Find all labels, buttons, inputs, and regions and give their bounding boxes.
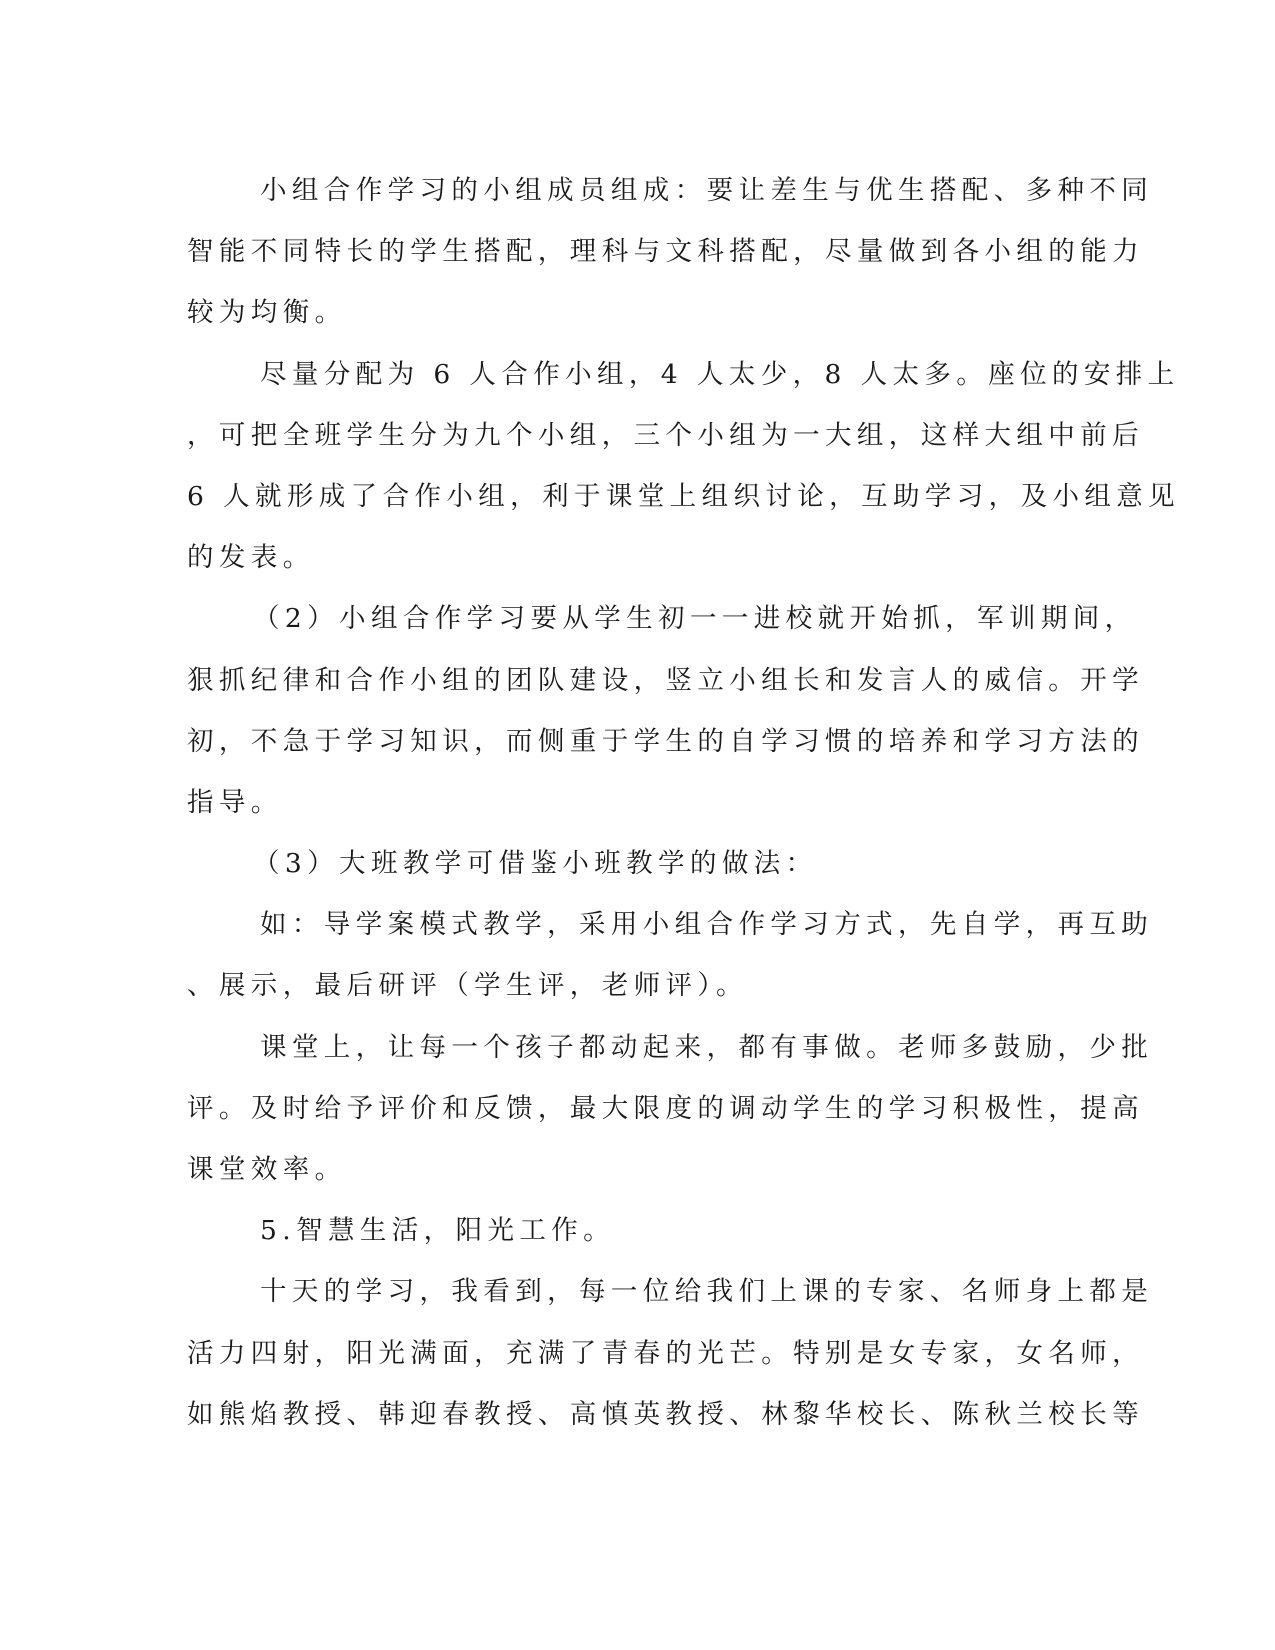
text-line: 尽量分配为 6 人合作小组，4 人太少，8 人太多。座位的安排上 [260,358,1180,390]
text-line: 较为均衡。 [187,297,347,329]
text-line: （2）小组合作学习要从学生初一一进校就开始抓，军训期间， [253,603,1137,635]
text-line: ，可把全班学生分为九个小组，三个小组为一大组，这样大组中前后 [187,419,1144,451]
document-body [187,160,1181,1445]
text-line: 、展示，最后研评（学生评，老师评）。 [187,970,748,1002]
text-line: 如：导学案模式教学，采用小组合作学习方式，先自学，再互助 [260,909,1154,941]
text-line: 如熊焰教授、韩迎春教授、高慎英教授、林黎华校长、陈秋兰校长等 [187,1398,1144,1430]
text-line: 智能不同特长的学生搭配，理科与文科搭配，尽量做到各小组的能力 [187,236,1144,268]
text-line: 的发表。 [187,542,315,574]
text-line: 5.智慧生活，阳光工作。 [260,1215,616,1247]
text-line: 小组合作学习的小组成员组成：要让差生与优生搭配、多种不同 [260,175,1154,206]
text-line: 课堂上，让每一个孩子都动起来，都有事做。老师多鼓励，少批 [260,1031,1154,1063]
text-line: 活力四射，阳光满面，充满了青春的光芒。特别是女专家，女名师， [187,1337,1144,1369]
text-line: 初，不急于学习知识，而侧重于学生的自学习惯的培养和学习方法的 [187,725,1144,757]
text-line: （3）大班教学可借鉴小班教学的做法： [253,848,818,880]
text-line: 指导。 [187,786,283,818]
text-line: 课堂效率。 [187,1154,347,1185]
text-line: 狠抓纪律和合作小组的团队建设，竖立小组长和发言人的威信。开学 [187,664,1144,696]
text-line: 十天的学习，我看到，每一位给我们上课的专家、名师身上都是 [260,1276,1154,1308]
text-line: 6 人就形成了合作小组，利于课堂上组织讨论，互助学习，及小组意见 [187,480,1181,512]
text-line: 评。及时给予评价和反馈，最大限度的调动学生的学习积极性，提高 [187,1092,1144,1124]
